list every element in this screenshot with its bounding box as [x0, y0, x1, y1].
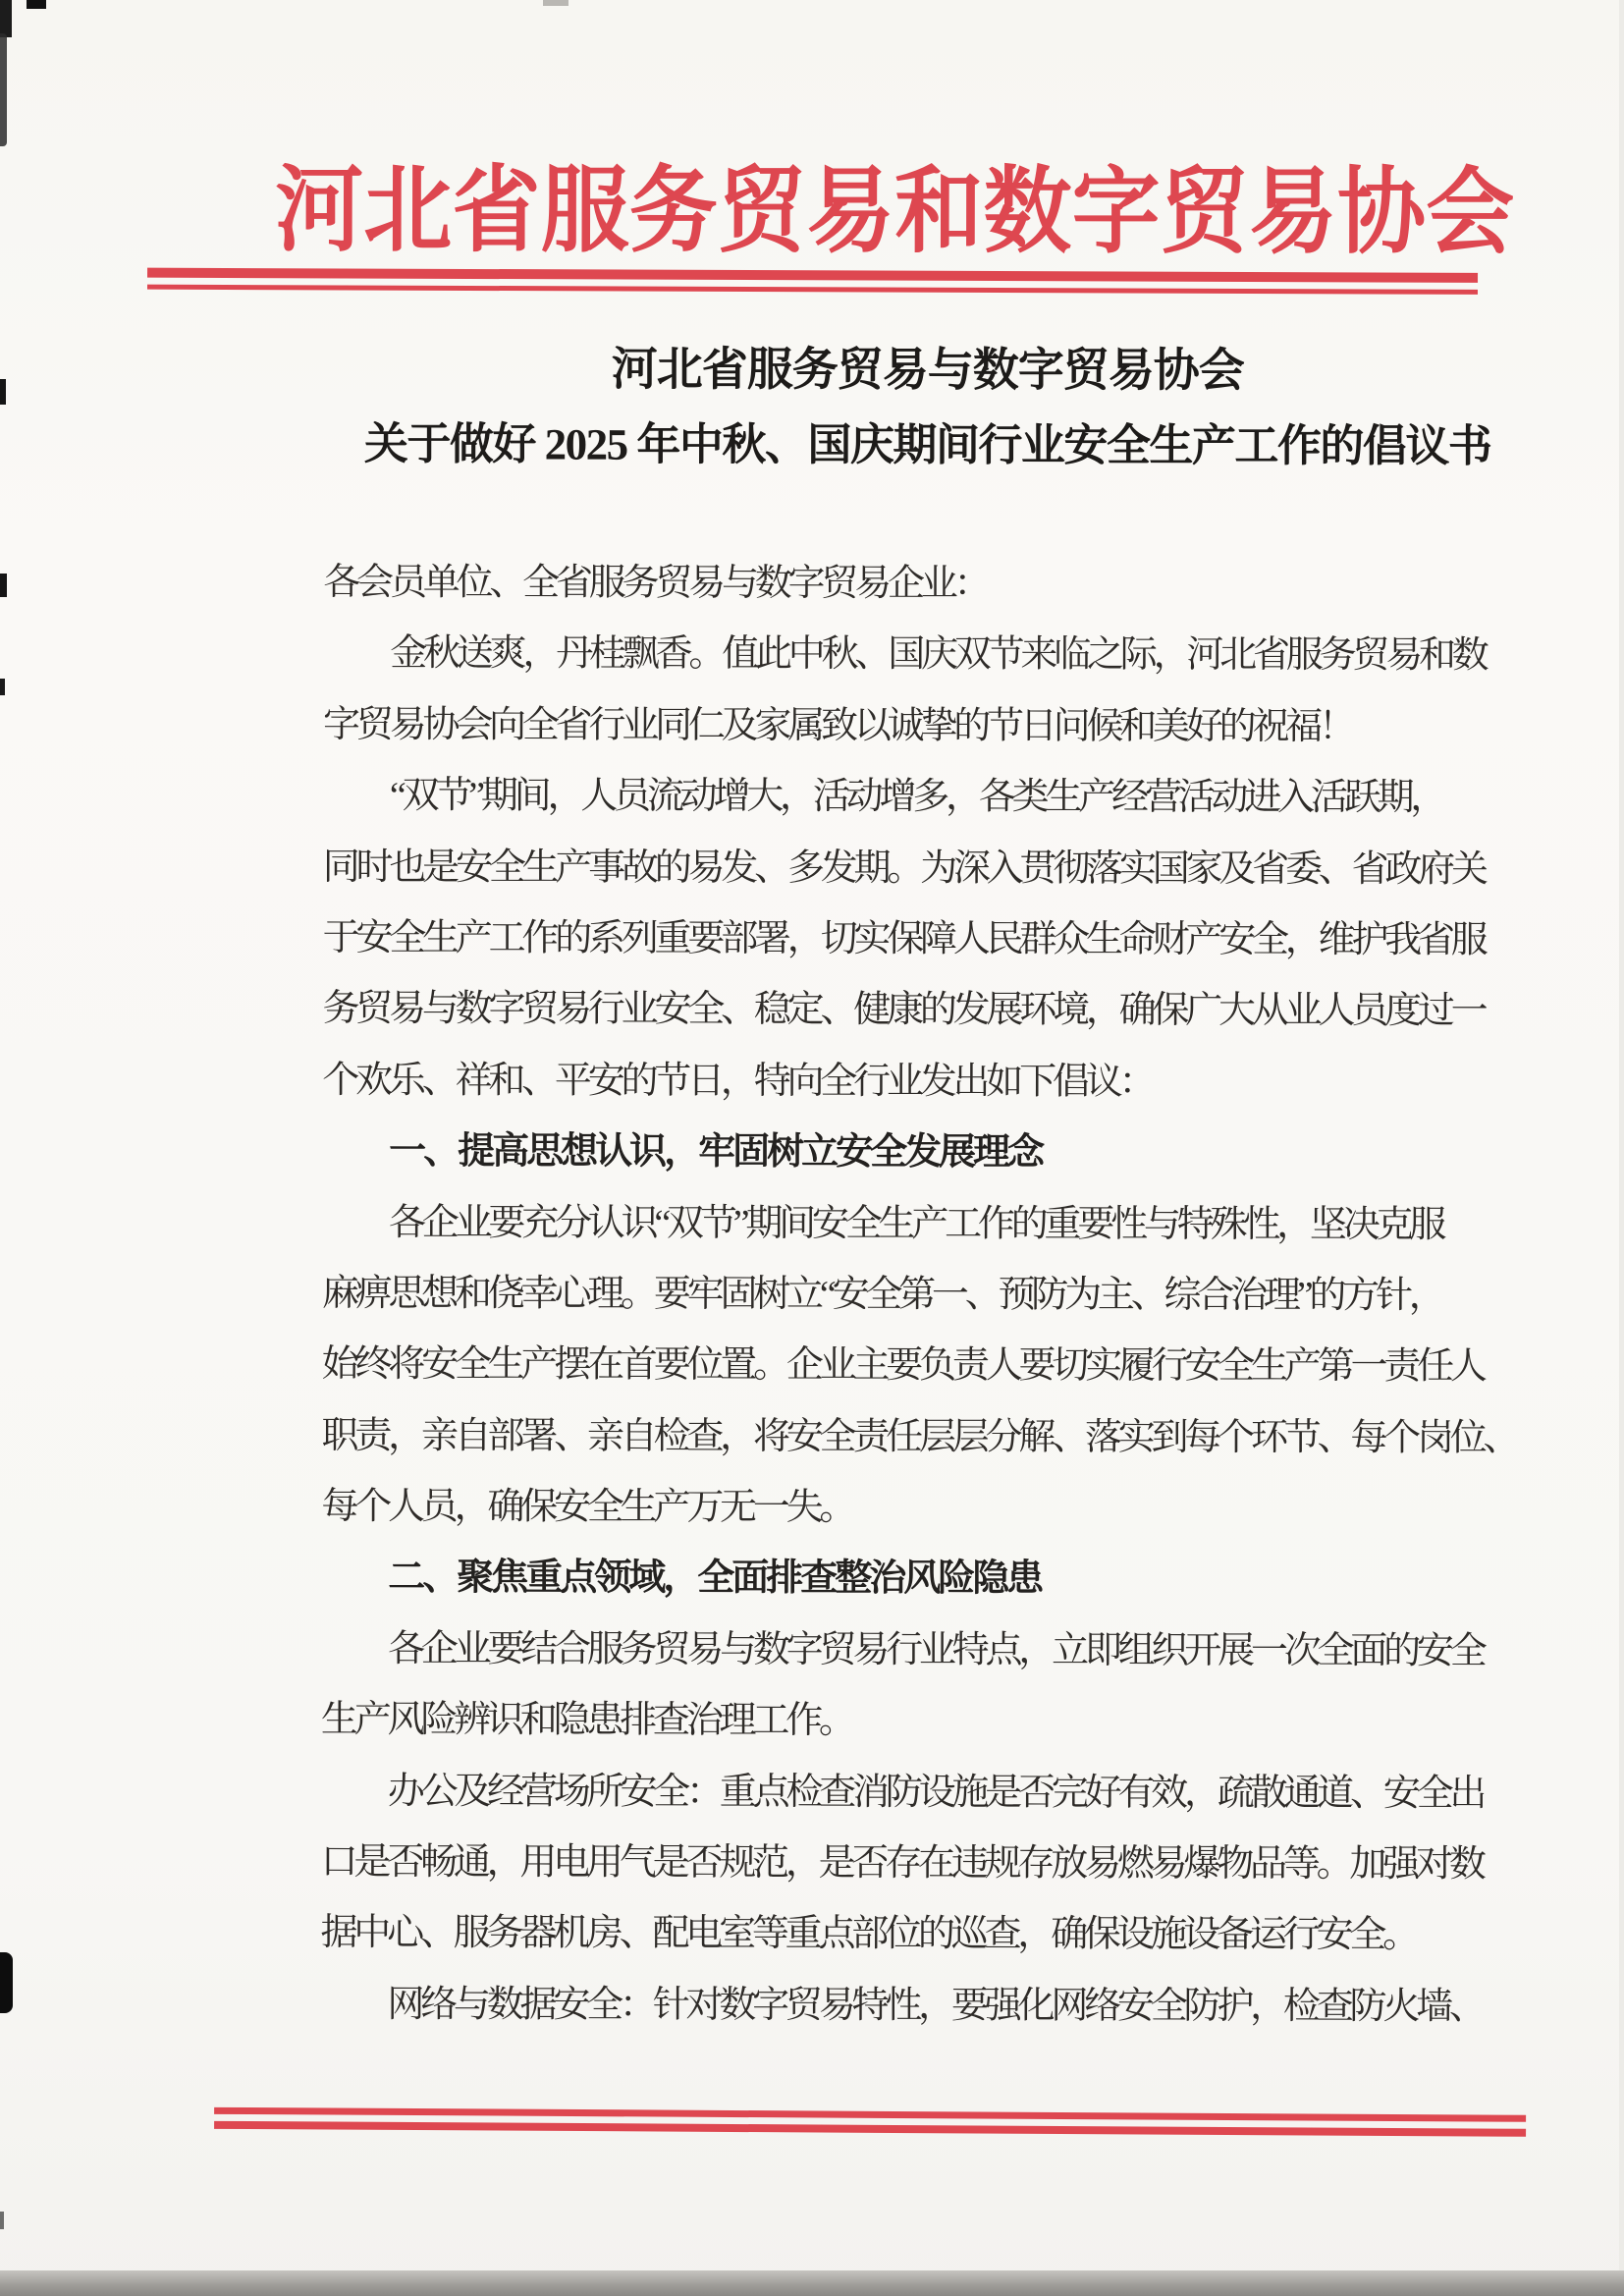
document-title-line2: 关于做好 2025 年中秋、国庆期间行业安全生产工作的倡议书 [363, 419, 1491, 471]
body-line: 麻痹思想和侥幸心理。要牢固树立“安全第一、预防为主、综合治理”的方针， [321, 1272, 1442, 1317]
body-line: 据中心、服务器机房、配电室等重点部位的巡查，确保设施设备运行安全。 [320, 1912, 1416, 1956]
body-line: 字贸易协会向全省行业同仁及家属致以诚挚的节日问候和美好的祝福！ [323, 703, 1352, 748]
body-line: 口是否畅通，用电用气是否规范，是否存在违规存放易燃易爆物品等。加强对数 [320, 1841, 1483, 1886]
body-line: 同时也是安全生产事故的易发、多发期。为深入贯彻落实国家及省委、省政府关 [322, 846, 1485, 891]
body-line: 于安全生产工作的系列重要部署，切实保障人民群众生命财产安全，维护我省服 [322, 917, 1485, 961]
body-line: 生产风险辨识和隐患排查治理工作。 [320, 1699, 852, 1742]
body-line: 办公及经营场所安全：重点检查消防设施是否完好有效，疏散通道、安全出 [387, 1770, 1484, 1815]
body-line: 各企业要结合服务贸易与数字贸易行业特点，立即组织开展一次全面的安全 [388, 1628, 1484, 1672]
body-line: 务贸易与数字贸易行业安全、稳定、健康的发展环境，确保广大从业人员度过一 [322, 988, 1485, 1032]
body-line: 职责，亲自部署、亲自检查，将安全责任层层分解、落实到每个环节、每个岗位、 [321, 1414, 1517, 1459]
document-title-line1: 河北省服务贸易与数字贸易协会 [611, 344, 1244, 398]
body-line: 个欢乐、祥和、平安的节日，特向全行业发出如下倡议： [322, 1059, 1153, 1103]
body-line: 各会员单位、全省服务贸易与数字贸易企业： [323, 562, 988, 605]
letterhead-banner-title: 河北省服务贸易和数字贸易协会 [275, 159, 1515, 266]
document-body [320, 547, 1516, 2043]
body-line: 金秋送爽，丹桂飘香。值此中秋、国庆双节来临之际，河北省服务贸易和数 [390, 632, 1486, 677]
body-line: “双节”期间，人员流动增大，活动增多，各类生产经营活动进入活跃期， [389, 775, 1444, 819]
section-heading: 二、聚焦重点领域，全面排查整治风险隐患 [388, 1557, 1042, 1601]
body-line: 网络与数据安全：针对数字贸易特性，要强化网络安全防护，检查防火墙、 [387, 1984, 1483, 2028]
body-line: 每个人员，确保安全生产万无一失。 [321, 1486, 853, 1529]
footer-divider-bottom [214, 2121, 1526, 2137]
section-heading: 一、提高思想认识，牢固树立安全发展理念 [389, 1130, 1043, 1174]
footer-divider-top [214, 2107, 1526, 2122]
letterhead-divider-thin [147, 285, 1478, 295]
body-line: 始终将安全生产摆在首要位置。企业主要负责人要切实履行安全生产第一责任人 [321, 1343, 1484, 1388]
body-line: 各企业要充分认识“双节”期间安全生产工作的重要性与特殊性，坚决克服 [388, 1201, 1443, 1245]
